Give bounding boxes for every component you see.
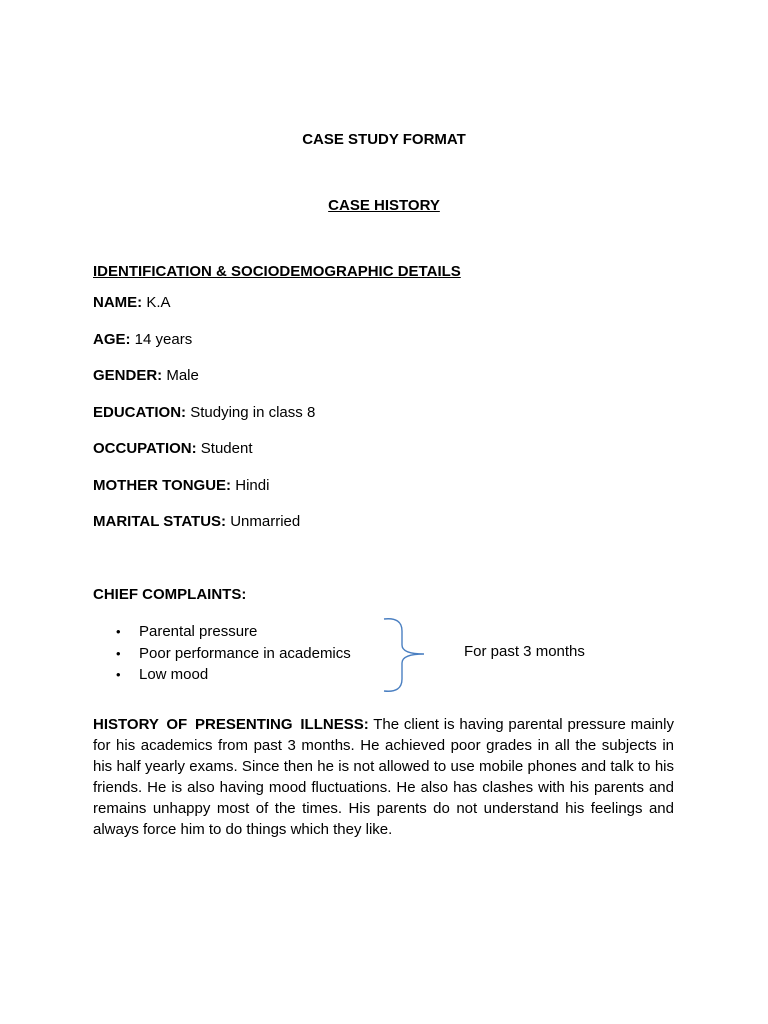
history-label: HISTORY OF PRESENTING ILLNESS: (93, 716, 369, 733)
document-title: CASE STUDY FORMAT (302, 131, 466, 148)
field-occupation (93, 440, 253, 457)
history-paragraph (93, 714, 674, 840)
complaint-duration: For past 3 months (464, 643, 585, 660)
complaint-text: Low mood (139, 666, 209, 683)
field-value: 14 years (134, 331, 193, 348)
curly-brace-icon (380, 617, 428, 695)
bullet-icon: • (116, 624, 121, 639)
field-value: Student (200, 440, 253, 457)
field-label: NAME: (93, 294, 143, 311)
field-value: Hindi (235, 477, 270, 494)
field-value: Unmarried (230, 513, 301, 530)
field-label: EDUCATION: (93, 404, 187, 421)
history-text: The client is having parental pressure mainly for his academics from past 3 months. He achieved poor grades in all the subjects in his half yearly exams. Since then he is not allowed to use mobile phones and talk to his friends. He is also having mood fluctuations. He also has clashes with his parents and remains unhappy most of the times. His parents do not understand his feelings and always force him to do things which they like. (93, 716, 674, 838)
field-age (93, 331, 192, 348)
field-label: AGE: (93, 331, 131, 348)
chief-complaints-list (115, 621, 351, 686)
field-gender (93, 367, 199, 384)
field-label: OCCUPATION: (93, 440, 197, 457)
list-item (115, 621, 351, 643)
field-marital-status (93, 513, 300, 530)
identification-heading: IDENTIFICATION & SOCIODEMOGRAPHIC DETAILS (93, 263, 461, 280)
document-subtitle: CASE HISTORY (328, 197, 440, 214)
bullet-icon: • (116, 667, 121, 682)
field-label: MARITAL STATUS: (93, 513, 227, 530)
field-value: Studying in class 8 (190, 404, 316, 421)
bullet-icon: • (116, 645, 121, 661)
complaint-text: Parental pressure (139, 623, 258, 640)
field-name (93, 294, 171, 311)
field-value: K.A (146, 294, 171, 311)
complaint-text: Poor performance in academics (139, 644, 351, 662)
field-education (93, 404, 315, 421)
chief-complaints-heading: CHIEF COMPLAINTS: (93, 586, 247, 603)
field-label: MOTHER TONGUE: (93, 477, 232, 494)
list-item (115, 664, 351, 686)
field-label: GENDER: (93, 367, 163, 384)
list-item (115, 643, 351, 665)
field-value: Male (166, 367, 199, 384)
field-mother-tongue (93, 477, 269, 494)
